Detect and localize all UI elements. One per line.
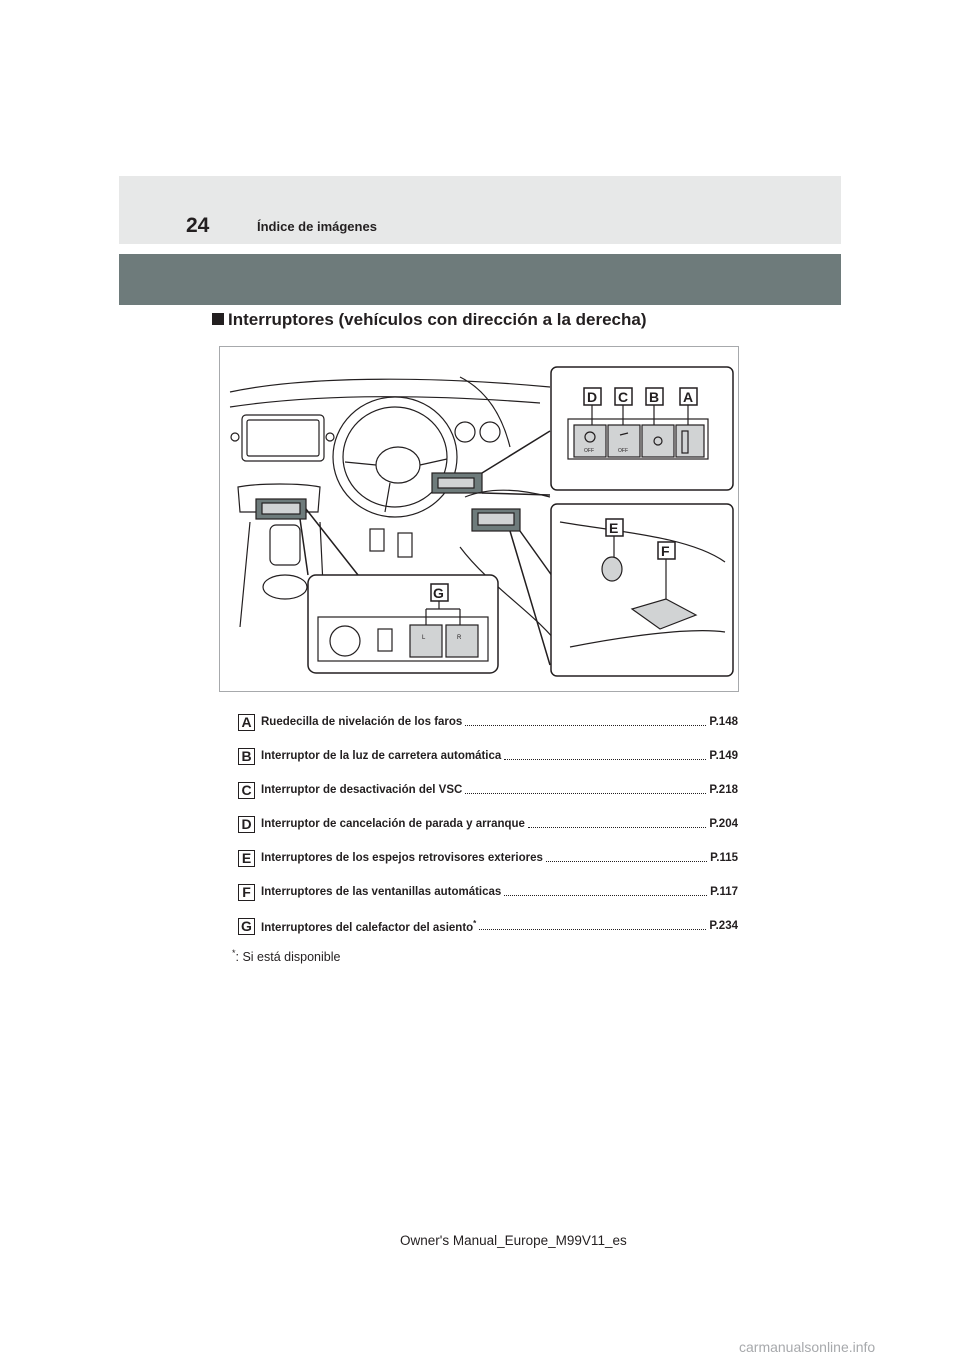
header-band: [119, 176, 841, 244]
legend-letter: G: [238, 918, 255, 935]
callout-d: [584, 388, 601, 405]
page-number: 24: [186, 214, 210, 237]
a-pillar: [460, 377, 510, 447]
headlight-leveling-dial: [676, 425, 704, 457]
meter-right: [480, 422, 500, 442]
center-screen-inner: [247, 420, 319, 456]
seat-heater-left: [410, 625, 442, 657]
off-label-a: OFF: [584, 448, 594, 454]
callout-e: [606, 519, 623, 536]
footnote-text: : Si está disponible: [235, 950, 341, 965]
cupholder: [263, 575, 307, 599]
legend-letter: B: [238, 748, 255, 765]
svg-text:C: C: [618, 389, 629, 405]
legend-item: [238, 909, 738, 943]
console-switch-inner: [262, 503, 300, 514]
screen-knob-right: [326, 433, 334, 441]
watermark: carmanualsonline.info: [739, 1339, 876, 1355]
seat-heater-right: [446, 625, 478, 657]
callout-g: [431, 584, 448, 601]
legend-description: Interruptores de los espejos retrovisores exteriores: [261, 852, 543, 864]
inset-door-switches: [551, 504, 733, 676]
pedal-left: [370, 529, 384, 551]
legend-description-text: Interruptores del calefactor del asiento: [261, 921, 474, 934]
leader-dots: [528, 827, 706, 828]
page-reference-link[interactable]: P.115: [710, 852, 738, 864]
switches-illustration: [219, 346, 739, 692]
seat-heater-left-label: L: [422, 635, 426, 641]
footnote-mark: *: [232, 948, 236, 958]
svg-text:E: E: [609, 520, 619, 536]
page-footer: Owner's Manual_Europe_M99V11_es: [400, 1233, 627, 1248]
page-reference-link[interactable]: P.149: [709, 750, 738, 762]
legend-letter: F: [238, 884, 255, 901]
legend-letter: A: [238, 714, 255, 731]
section-title: [212, 310, 647, 330]
callout-b: [646, 388, 663, 405]
page-reference-link[interactable]: P.148: [709, 716, 738, 728]
svg-text:B: B: [649, 389, 660, 405]
section-title-text: Interruptores (vehículos con dirección a la derecha): [228, 310, 647, 329]
meter-left: [455, 422, 475, 442]
steering-hub: [376, 447, 420, 483]
leader-bottom-left: [300, 509, 358, 575]
callout-c: [615, 388, 632, 405]
leader-top: [482, 431, 550, 495]
legend-description: Interruptor de desactivación del VSC: [261, 784, 463, 796]
page-reference-link[interactable]: P.204: [709, 818, 738, 830]
leader-dots: [479, 929, 706, 930]
pedal-right: [398, 533, 412, 557]
footnote: [232, 948, 340, 964]
page-reference-link[interactable]: P.117: [710, 886, 738, 898]
legend-description: Interruptor de la luz de carretera automática: [261, 750, 502, 762]
svg-text:F: F: [661, 543, 670, 559]
leader-dots: [504, 759, 706, 760]
steering-wheel: [333, 397, 457, 517]
square-bullet-icon: [212, 313, 224, 325]
running-title: Índice de imágenes: [257, 219, 377, 234]
auto-high-beam-switch: [642, 425, 674, 457]
leader-dots: [546, 861, 707, 862]
leader-dots: [504, 895, 707, 896]
legend-item: [238, 773, 738, 807]
legend-letter: C: [238, 782, 255, 799]
svg-text:G: G: [433, 585, 444, 601]
door-switch-inner: [478, 513, 514, 525]
dashboard-top-line: [230, 379, 550, 392]
switch-panel-inner: [438, 478, 474, 488]
off-label-b: OFF: [618, 448, 628, 454]
legend-item: [238, 807, 738, 841]
legend-letter: E: [238, 850, 255, 867]
legend-description: Ruedecilla de nivelación de los faros: [261, 716, 463, 728]
legend-description: Interruptores de las ventanillas automáticas: [261, 886, 502, 898]
dashboard-drawing: [220, 347, 740, 693]
steering-wheel-inner: [343, 407, 447, 507]
center-screen: [242, 415, 324, 461]
leader-dots: [465, 793, 706, 794]
shifter: [270, 525, 300, 565]
legend-item: [238, 705, 738, 739]
section-band: [119, 254, 841, 305]
page-reference-link[interactable]: P.218: [709, 784, 738, 796]
legend-item: [238, 739, 738, 773]
leader-dots: [465, 725, 706, 726]
legend-item: [238, 875, 738, 909]
svg-text:A: A: [683, 389, 694, 405]
svg-text:D: D: [587, 389, 598, 405]
callout-f: [658, 542, 675, 559]
legend-description: [261, 919, 476, 934]
seat-heater-right-label: R: [457, 635, 462, 641]
footnote-marker: *: [473, 918, 477, 928]
mirror-switch-knob: [602, 557, 622, 581]
callout-legend: [238, 705, 738, 943]
callout-a: [680, 388, 697, 405]
screen-knob: [231, 433, 239, 441]
legend-letter: D: [238, 816, 255, 833]
page-reference-link[interactable]: P.234: [709, 920, 738, 932]
legend-item: [238, 841, 738, 875]
legend-description: Interruptor de cancelación de parada y arranque: [261, 818, 525, 830]
